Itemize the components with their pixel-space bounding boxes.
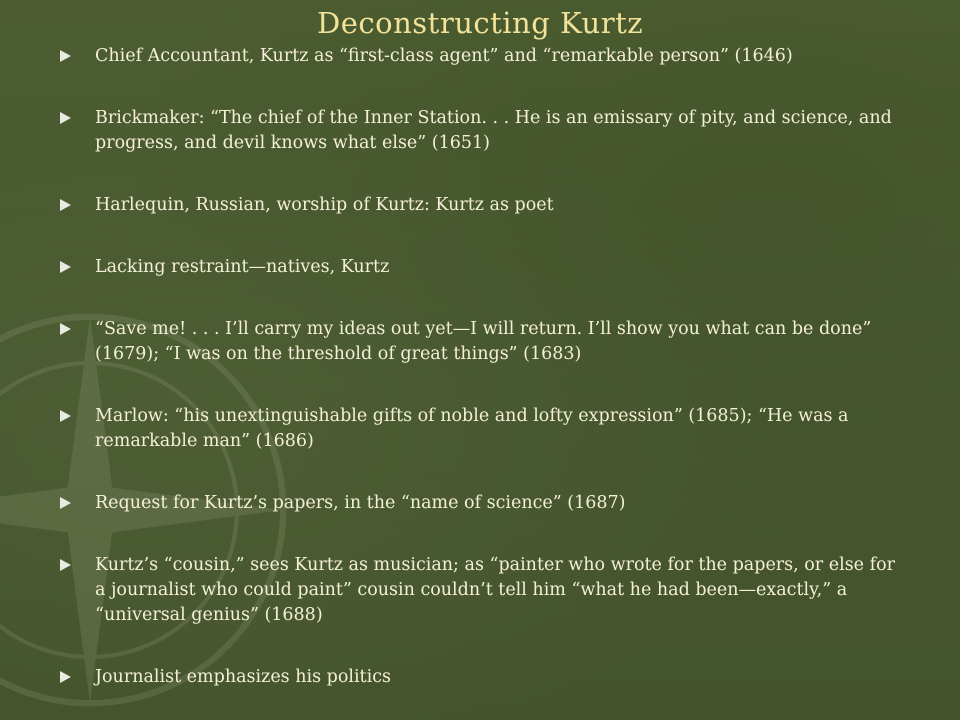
bullet-item [60,106,900,156]
bullet-arrow-icon [60,497,71,509]
bullet-arrow-icon [60,261,71,273]
bullet-text: Chief Accountant, Kurtz as “first-class agent” and “remarkable person” (1646) [95,46,793,66]
bullet-arrow-icon [60,112,71,124]
bullet-item [60,317,900,367]
bullet-text: Brickmaker: “The chief of the Inner Station. . . He is an emissary of pity, and science, and progress, and devil knows what else” (1651) [95,108,892,153]
bullet-text: Marlow: “his unextinguishable gifts of noble and lofty expression” (1685); “He was a remarkable man” (1686) [95,406,849,451]
bullet-item [60,553,900,628]
bullet-text: Lacking restraint—natives, Kurtz [95,257,390,277]
slide-title: Deconstructing Kurtz [317,6,643,40]
bullet-text: Harlequin, Russian, worship of Kurtz: Kurtz as poet [95,195,554,215]
bullet-arrow-icon [60,410,71,422]
bullet-item [60,44,900,69]
bullet-arrow-icon [60,323,71,335]
bullet-arrow-icon [60,671,71,683]
bullet-text: Journalist emphasizes his politics [95,667,391,687]
bullet-item [60,404,900,454]
bullet-text: Kurtz’s “cousin,” sees Kurtz as musician; as “painter who wrote for the papers, or else for a journalist who could paint” cousin couldn’t tell him “what he had been—exactly,” a “universal genius” (1688) [95,555,895,625]
bullet-arrow-icon [60,199,71,211]
bullet-text: Request for Kurtz’s papers, in the “name of science” (1687) [95,493,626,513]
bullet-arrow-icon [60,50,71,62]
bullet-item [60,255,900,280]
bullet-item [60,491,900,516]
bullet-list [60,44,900,690]
bullet-arrow-icon [60,559,71,571]
bullet-text: “Save me! . . . I’ll carry my ideas out yet—I will return. I’ll show you what can be done” (1679); “I was on the threshold of great things” (1683) [95,319,872,364]
bullet-item [60,665,900,690]
bullet-item [60,193,900,218]
